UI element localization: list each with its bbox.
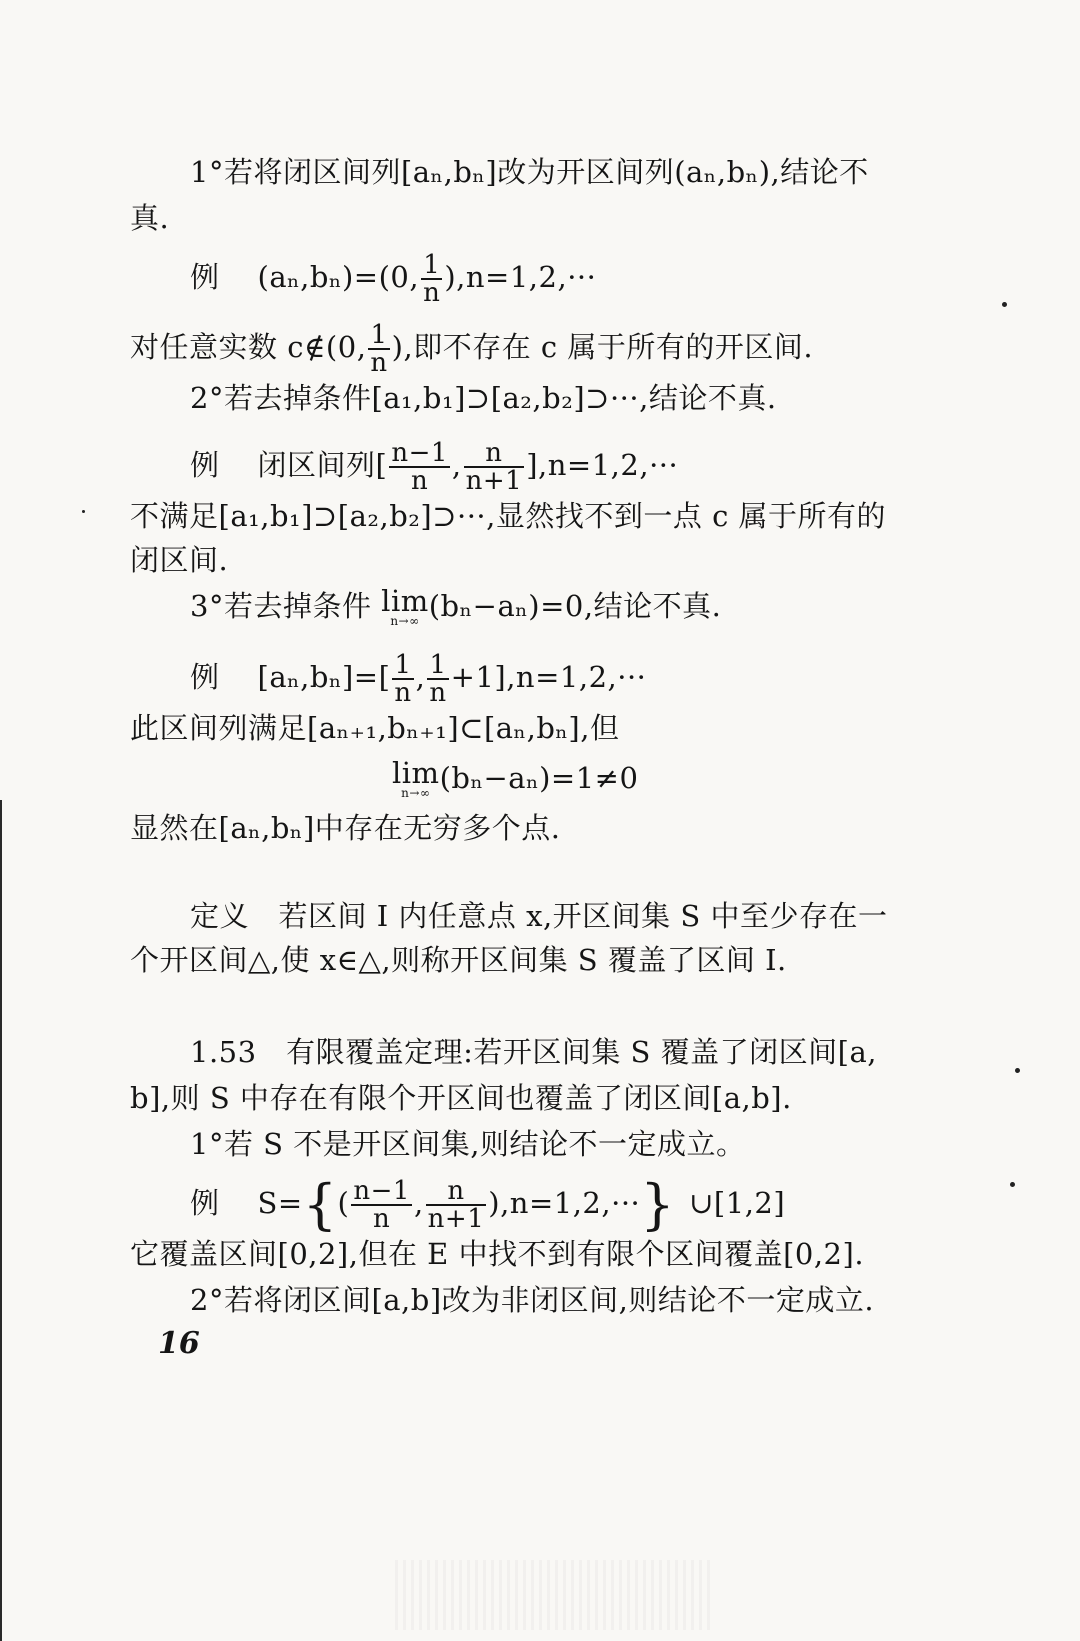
fraction — [426, 1178, 487, 1232]
formula-post: (bₙ−aₙ)=1≠0 — [439, 761, 639, 795]
item3-pre: 3°若去掉条件 — [190, 589, 382, 623]
ex-pre: S= — [257, 1186, 303, 1220]
ex1-note-post: ),即不存在 c 属于所有的开区间. — [391, 330, 814, 364]
example2 — [190, 440, 678, 494]
page-number: 16 — [158, 1326, 200, 1361]
ex3-pre: [aₙ,bₙ]=[ — [257, 660, 391, 694]
limit-subscript: n→∞ — [390, 614, 420, 628]
ex-inner-post: ),n=1,2,··· — [488, 1186, 641, 1220]
scan-speck — [1010, 1182, 1015, 1187]
fraction-numerator: 1 — [421, 252, 442, 280]
definition-line1: 定义 若区间 I 内任意点 x,开区间集 S 中至少存在一 — [190, 899, 888, 933]
theorem-example — [190, 1173, 786, 1236]
fraction-denominator: n — [423, 278, 441, 308]
limit — [392, 758, 440, 798]
ex1-post: ),n=1,2,··· — [444, 260, 597, 294]
example3-note: 此区间列满足[aₙ₊₁,bₙ₊₁]⊂[aₙ,bₙ],但 — [130, 711, 620, 745]
example1-note — [130, 322, 813, 376]
example1 — [190, 252, 596, 306]
scan-edge-line — [0, 800, 2, 1641]
scan-speck — [1002, 302, 1007, 307]
fraction-denominator: n — [370, 348, 388, 378]
fraction — [427, 652, 448, 706]
item3 — [190, 586, 721, 626]
fraction-numerator: n — [464, 440, 525, 468]
fraction — [464, 440, 525, 494]
scan-smudge — [395, 1560, 715, 1630]
example3-formula — [392, 758, 638, 798]
item2: 2°若去掉条件[a₁,b₁]⊃[a₂,b₂]⊃···,结论不真. — [190, 381, 777, 415]
theorem-item2: 2°若将闭区间[a,b]改为非闭区间,则结论不一定成立. — [190, 1283, 875, 1317]
theorem-line1: 1.53 有限覆盖定理:若开区间集 S 覆盖了闭区间[a, — [190, 1035, 877, 1069]
item1-line1: 1°若将闭区间列[aₙ,bₙ]改为开区间列(aₙ,bₙ),结论不 — [190, 155, 869, 189]
fraction-denominator: n — [394, 678, 412, 708]
example3-conclusion: 显然在[aₙ,bₙ]中存在无穷多个点. — [130, 811, 561, 845]
fraction-numerator: n−1 — [391, 438, 448, 468]
ex2-pre: 闭区间列[ — [257, 448, 388, 482]
fraction — [392, 652, 413, 706]
ex1-pre: (aₙ,bₙ)=(0, — [257, 260, 420, 294]
close-brace: } — [640, 1173, 676, 1236]
theorem-line2: b],则 S 中存在有限个开区间也覆盖了闭区间[a,b]. — [130, 1081, 792, 1115]
ex1-note-pre: 对任意实数 c∉(0, — [130, 330, 367, 364]
example-label: 例 — [190, 1186, 220, 1220]
fraction-numerator: n−1 — [353, 1176, 410, 1206]
fraction-numerator: n — [426, 1178, 487, 1206]
fraction-numerator: 1 — [392, 652, 413, 680]
open-brace: { — [302, 1173, 338, 1236]
example-label: 例 — [190, 448, 220, 482]
fraction — [368, 322, 389, 376]
ex3-post: +1],n=1,2,··· — [450, 660, 647, 694]
limit-symbol: lim — [392, 756, 440, 790]
scan-speck — [82, 510, 85, 513]
example2-note-line2: 闭区间. — [130, 543, 229, 577]
limit-symbol: lim — [381, 584, 429, 618]
fraction — [351, 1178, 412, 1232]
definition-line2: 个开区间△,使 x∈△,则称开区间集 S 覆盖了区间 I. — [130, 943, 787, 977]
ex-mid: , — [413, 1186, 424, 1220]
fraction-denominator: n — [373, 1204, 391, 1234]
ex2-post: ],n=1,2,··· — [526, 448, 679, 482]
fraction — [421, 252, 442, 306]
fraction-numerator: 1 — [427, 652, 448, 680]
theorem-example-note: 它覆盖区间[0,2],但在 E 中找不到有限个区间覆盖[0,2]. — [130, 1237, 865, 1271]
fraction-numerator: 1 — [368, 322, 389, 350]
ex-union: ∪[1,2] — [689, 1186, 786, 1220]
item1-line2: 真. — [130, 201, 170, 235]
example2-note-line1: 不满足[a₁,b₁]⊃[a₂,b₂]⊃···,显然找不到一点 c 属于所有的 — [130, 499, 887, 533]
example3 — [190, 652, 646, 706]
example-label: 例 — [190, 260, 220, 294]
item3-post: (bₙ−aₙ)=0,结论不真. — [428, 589, 722, 623]
fraction-denominator: n+1 — [427, 1204, 485, 1234]
open-paren: ( — [337, 1186, 350, 1220]
example-label: 例 — [190, 660, 220, 694]
limit — [381, 586, 429, 626]
limit-subscript: n→∞ — [401, 786, 431, 800]
fraction-denominator: n — [411, 466, 429, 496]
ex3-mid: , — [415, 660, 426, 694]
theorem-item1: 1°若 S 不是开区间集,则结论不一定成立。 — [190, 1127, 746, 1161]
fraction-denominator: n+1 — [465, 466, 523, 496]
fraction — [389, 440, 450, 494]
ex2-mid: , — [451, 448, 462, 482]
fraction-denominator: n — [429, 678, 447, 708]
scan-speck — [1015, 1068, 1020, 1073]
